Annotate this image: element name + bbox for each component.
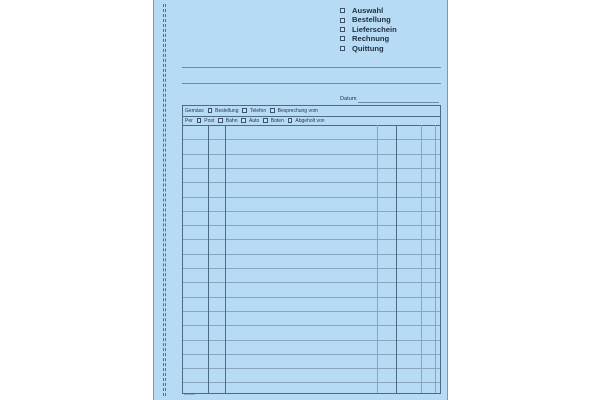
checkbox-icon — [242, 108, 247, 113]
form-sheet — [153, 0, 448, 400]
ruled-line — [183, 382, 440, 383]
ruled-line — [183, 325, 440, 326]
gemaess-option: Bestellung — [215, 107, 239, 114]
gemaess-label: Gemäss — [185, 107, 204, 114]
checklist-item — [340, 15, 397, 24]
address-line — [182, 83, 441, 84]
ruled-line — [183, 268, 440, 269]
checklist-label: Rechnung — [352, 34, 390, 44]
form-code: HN6900 — [184, 392, 196, 396]
ruled-line — [183, 340, 440, 341]
ruled-line — [183, 182, 440, 183]
gemaess-option: Besprechung vom — [277, 107, 318, 114]
ruled-line — [183, 239, 440, 240]
checklist-item — [340, 25, 397, 34]
checkbox-icon — [340, 46, 345, 51]
checkbox-icon — [241, 118, 246, 123]
checkbox-icon — [340, 27, 345, 32]
checkbox-icon — [270, 108, 275, 113]
checkbox-icon — [218, 118, 223, 123]
per-option: Auto — [248, 117, 260, 124]
ruled-line — [183, 168, 440, 169]
checkbox-icon — [340, 36, 345, 41]
checklist-item — [340, 34, 397, 43]
column-divider — [435, 125, 436, 393]
checklist-label: Lieferschein — [352, 24, 397, 34]
column-divider — [421, 125, 422, 393]
ruled-line — [183, 154, 440, 155]
checkbox-icon — [263, 118, 268, 123]
datum-label: Datum — [340, 96, 357, 102]
checkbox-icon — [208, 108, 213, 113]
ruled-line — [183, 311, 440, 312]
perforation-line — [165, 4, 166, 396]
column-divider — [225, 125, 226, 393]
checklist-label: Quittung — [352, 43, 384, 53]
gemaess-option: Telefon — [249, 107, 267, 114]
checkbox-icon — [288, 118, 293, 123]
checklist-item — [340, 44, 397, 53]
ruled-line — [183, 282, 440, 283]
checkbox-icon — [197, 118, 202, 123]
row-divider — [183, 125, 440, 126]
per-option: Post — [204, 117, 215, 124]
checklist-item — [340, 6, 397, 15]
per-option: Boten — [270, 117, 284, 124]
ruled-line — [183, 211, 440, 212]
ruled-line — [183, 225, 440, 226]
item-table — [182, 105, 441, 394]
ruled-line — [183, 197, 440, 198]
checklist-label: Auswahl — [352, 6, 384, 15]
perforation-line — [163, 4, 164, 396]
per-option: Abgeholt von — [295, 117, 325, 124]
column-divider — [377, 125, 378, 393]
ruled-line — [183, 139, 440, 140]
per-row — [183, 116, 440, 125]
datum-line — [358, 102, 439, 103]
address-line — [182, 67, 441, 68]
ruled-line — [183, 297, 440, 298]
gemaess-row — [183, 106, 440, 115]
ruled-line — [183, 254, 440, 255]
checklist-label: Bestellung — [352, 15, 391, 25]
ruled-line — [183, 354, 440, 355]
ruled-line — [183, 368, 440, 369]
per-label: Per — [185, 117, 193, 124]
per-option: Bahn — [225, 117, 238, 124]
column-divider — [396, 125, 397, 393]
document-type-checklist — [340, 6, 397, 53]
column-divider — [208, 125, 209, 393]
checkbox-icon — [340, 8, 345, 13]
checkbox-icon — [340, 18, 345, 23]
